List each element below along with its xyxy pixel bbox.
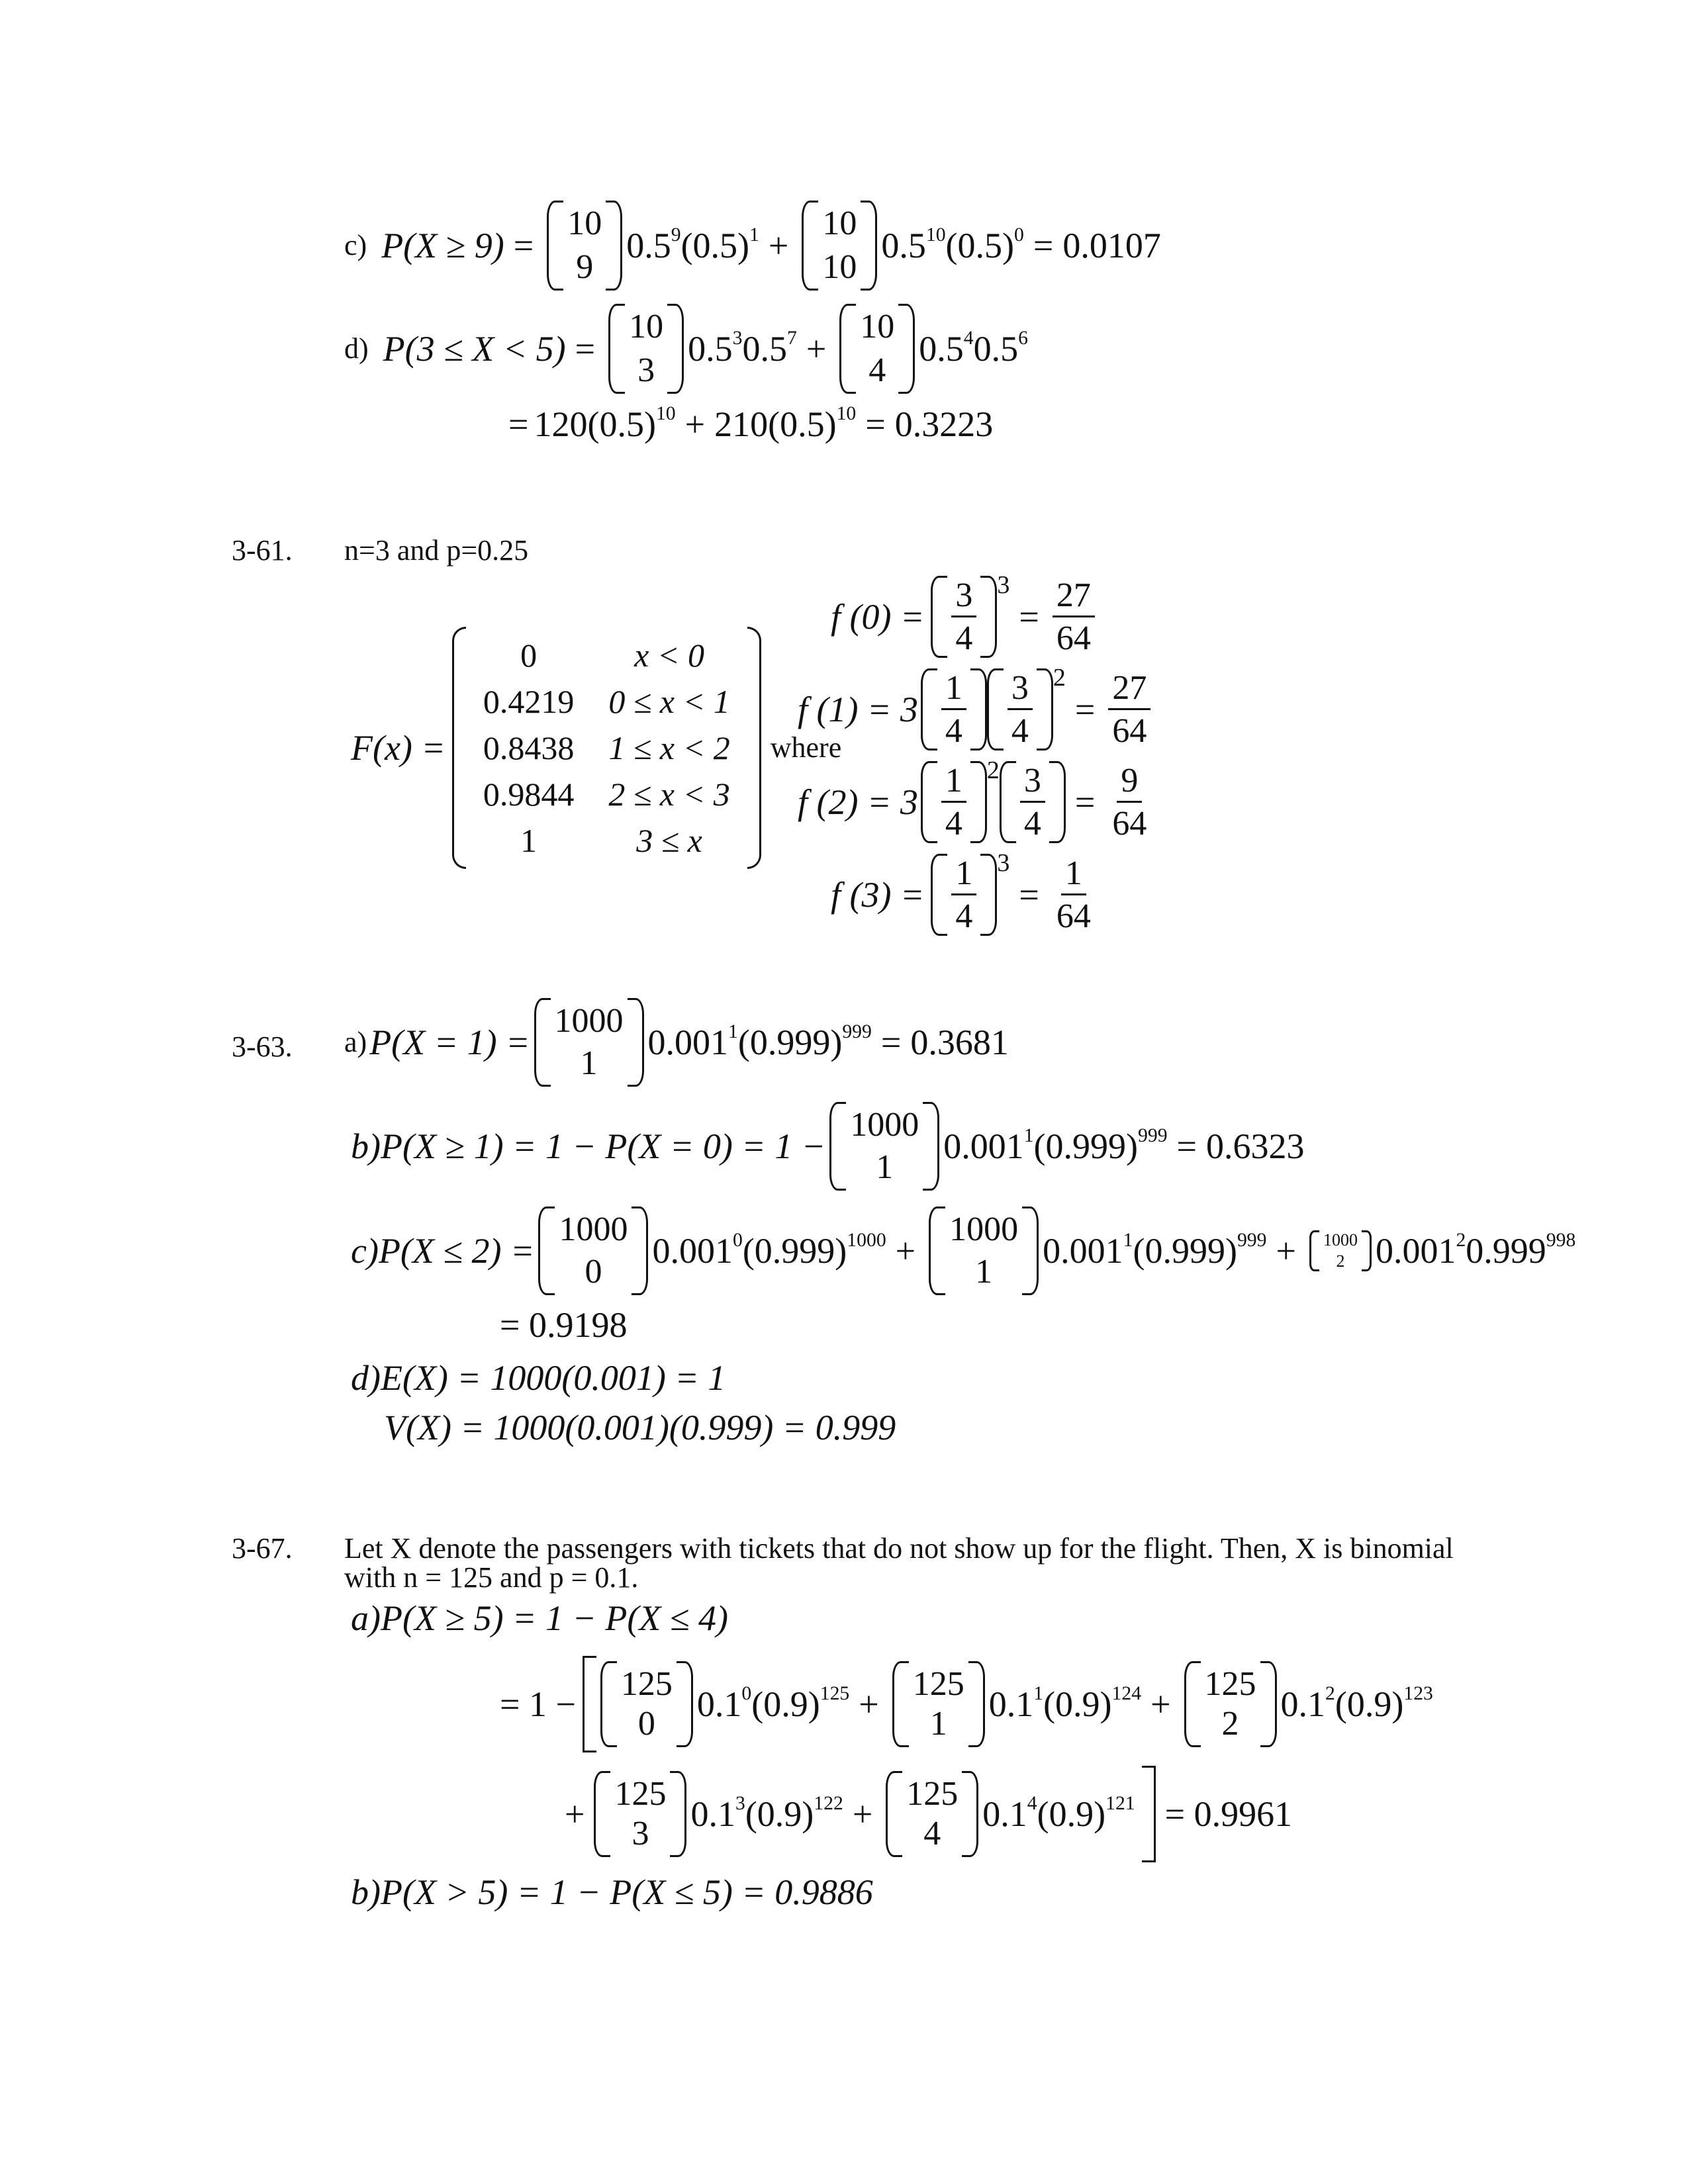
- cdf-range: 2 ≤ x < 3: [608, 776, 730, 813]
- where-text: where: [770, 731, 842, 764]
- eq-63c-result: = 0.9198: [500, 1305, 628, 1345]
- eq-67a-line1: a)P(X ≥ 5) = 1 − P(X ≤ 4): [351, 1598, 729, 1638]
- binom-stack: 125 2: [1204, 1665, 1256, 1743]
- problem-number-3-67: 3-67.: [232, 1532, 293, 1565]
- table-row: [466, 771, 747, 817]
- brace-left: [452, 627, 466, 869]
- paren-right: [1037, 668, 1053, 751]
- binom-1000-0: [538, 1206, 648, 1295]
- paren-right: [1260, 1661, 1277, 1747]
- term-power: $0.001^1(0.999)^{999}$: [943, 1124, 1168, 1166]
- paren-left: [1309, 1230, 1319, 1271]
- problem-3-67-intro-line2: with n = 125 and p = 0.1.: [344, 1561, 639, 1594]
- fraction: $\frac{27}{64}$: [1053, 578, 1095, 656]
- cdf-range: 0 ≤ x < 1: [608, 683, 730, 720]
- paren-left: [921, 761, 937, 843]
- paren-left: [1000, 761, 1016, 843]
- paren-right: [677, 1661, 693, 1747]
- term-power: $0.1^2(0.9)^{123}$: [1280, 1682, 1433, 1724]
- fraction: $\frac{1}{4}$: [951, 856, 976, 934]
- term-power: $0.001^1(0.999)^{999}$: [1043, 1229, 1267, 1271]
- binom-1000-2-small: [1309, 1230, 1372, 1271]
- cdf-range: x < 0: [634, 637, 705, 674]
- binom-stack: [818, 206, 861, 285]
- eq-c-lhs: P(X ≥ 9): [381, 226, 504, 265]
- brace-right: [747, 627, 761, 869]
- exponent: 2: [986, 756, 1000, 784]
- fraction: $\frac{27}{64}$: [1108, 671, 1150, 749]
- equals-sign: =: [1019, 597, 1039, 637]
- paren-right: [923, 1102, 939, 1191]
- cdf-table: [466, 632, 747, 864]
- part-label-d: d): [344, 332, 369, 365]
- binom-10-10: [802, 201, 877, 291]
- plus-sign: +: [565, 1794, 585, 1834]
- binom-bottom: 4: [868, 351, 886, 389]
- fraction: $\frac{3}{4}$: [1020, 764, 1045, 841]
- eq-63a: [344, 996, 1009, 1089]
- fraction: $\frac{1}{4}$: [941, 764, 966, 841]
- equals-sign: =: [1074, 690, 1096, 729]
- equals-sign: =: [1176, 1126, 1197, 1166]
- eq-63a-lhs: P(X = 1) =: [369, 1023, 530, 1062]
- plus-sign: +: [859, 1684, 879, 1724]
- table-row: [466, 817, 747, 864]
- paren-left: [929, 1206, 945, 1295]
- paren-left: [886, 1771, 902, 1857]
- binom-stack: [625, 310, 667, 388]
- eq-63b-lhs: b)P(X ≥ 1) = 1 − P(X = 0) = 1 −: [351, 1126, 826, 1166]
- fraction: $\frac{1}{64}$: [1056, 854, 1091, 935]
- cdf-value: 0.8438: [483, 729, 575, 766]
- binom-125-4: [886, 1771, 978, 1857]
- binom-stack: 1000 1: [850, 1106, 919, 1186]
- plus-sign: +: [852, 1794, 873, 1834]
- problem-3-67-intro-line1: Let X denote the passengers with tickets that do not show up for the flight. Then, X is binomial: [344, 1532, 1454, 1565]
- binom-1000-1: [829, 1102, 939, 1191]
- pmf-lhs: f (1) = 3: [798, 690, 918, 729]
- binom-125-3: [594, 1771, 686, 1857]
- eq-d-lhs: P(3 ≤ X < 5): [383, 329, 566, 369]
- binom-125-2: [1184, 1661, 1277, 1747]
- eq-c-result: 0.0107: [1062, 226, 1161, 265]
- bracket-right: [1142, 1766, 1156, 1862]
- cdf-value: 0.4219: [483, 683, 575, 720]
- binom-125-0: [600, 1661, 693, 1747]
- eq-67a-line2: [500, 1655, 1433, 1754]
- term-power: $120(0.5)^{10}$: [534, 402, 676, 444]
- term-power: $0.5^30.5^7$: [688, 327, 797, 369]
- term-power: $0.5^40.5^6$: [919, 327, 1028, 369]
- paren-left: [931, 576, 947, 658]
- fraction: $\frac{3}{4}$: [951, 578, 976, 656]
- paren-right: [962, 1771, 978, 1857]
- eq-d-result: 0.3223: [894, 404, 994, 444]
- eq-d-line2: [503, 401, 993, 447]
- binom-stack: 1000 0: [559, 1210, 628, 1291]
- binom-stack: 1000 1: [949, 1210, 1019, 1291]
- binom-stack: 125 4: [906, 1775, 959, 1852]
- eq-d-binomial: [344, 299, 1028, 398]
- pmf-f3: [831, 848, 1099, 941]
- paren-left: [547, 201, 563, 291]
- term-power: $0.1^1(0.9)^{124}$: [988, 1682, 1142, 1724]
- binom-10-4: [839, 304, 915, 394]
- term-power: 0.001$^2$0.999$^{998}$: [1375, 1229, 1576, 1271]
- paren-right: [632, 1206, 648, 1295]
- binom-bottom: 9: [576, 248, 594, 286]
- eq-63b: [351, 1100, 1305, 1193]
- plus-sign: +: [768, 226, 789, 265]
- pmf-f2: [798, 756, 1154, 848]
- fraction: $\frac{9}{64}$: [1112, 761, 1147, 842]
- paren-left: [594, 1771, 610, 1857]
- term-power: $0.001^1(0.999)^{999}$: [647, 1021, 872, 1062]
- binom-125-1: [892, 1661, 985, 1747]
- table-row: [466, 725, 747, 771]
- binom-10-3: [608, 304, 684, 394]
- cdf-value: 1: [520, 822, 538, 859]
- bracket-left: [583, 1656, 596, 1752]
- table-row: [466, 678, 747, 725]
- fraction: $\frac{1}{4}$: [941, 671, 966, 749]
- paren-right: [898, 304, 915, 394]
- binom-top: 10: [567, 205, 602, 242]
- equals-sign: =: [508, 404, 529, 444]
- problem-number-3-63: 3-63.: [232, 1030, 293, 1063]
- plus-sign: +: [684, 404, 706, 444]
- eq-63a-result: 0.3681: [910, 1023, 1009, 1062]
- binom-10-9: [547, 201, 622, 291]
- paren-left: [839, 304, 856, 394]
- paren-right: [970, 761, 987, 843]
- pmf-lhs: f (0) =: [831, 597, 925, 637]
- binom-stack: 125 1: [912, 1665, 964, 1743]
- eq-67a-line3: [559, 1764, 1292, 1864]
- paren-left: [921, 668, 937, 751]
- part-label-a: a): [344, 1026, 367, 1058]
- term-power: $0.5^{10}$: [881, 224, 946, 265]
- binom-stack: 1000 1: [554, 1002, 624, 1082]
- paren-left: [987, 668, 1004, 751]
- paren-left: [534, 998, 551, 1087]
- cdf-range: 3 ≤ x: [636, 822, 702, 859]
- paren-right: [606, 201, 622, 291]
- paren-left: [931, 854, 947, 936]
- problem-3-61-intro: n=3 and p=0.25: [344, 534, 529, 567]
- equals-sign: =: [1033, 226, 1054, 265]
- equals-sign: =: [880, 1023, 902, 1062]
- exponent: 2: [1053, 664, 1066, 692]
- eq-63d-mean: d)E(X) = 1000(0.001) = 1: [351, 1358, 726, 1398]
- binom-bottom: 10: [822, 248, 857, 286]
- binom-1000-1: [534, 998, 644, 1087]
- binom-top: 10: [629, 308, 664, 345]
- term-power: $(0.5)^1$: [680, 224, 759, 265]
- plus-sign: +: [806, 329, 827, 369]
- binom-bottom: 3: [637, 351, 655, 389]
- binom-stack: 1000 2: [1323, 1230, 1358, 1271]
- problem-number-3-61: 3-61.: [232, 534, 293, 567]
- binom-1000-1: [929, 1206, 1039, 1295]
- binom-stack: 125 0: [620, 1665, 673, 1743]
- binom-stack: 125 3: [614, 1775, 667, 1852]
- exponent: 3: [997, 571, 1010, 599]
- plus-sign: +: [1150, 1684, 1171, 1724]
- paren-right: [861, 201, 877, 291]
- paren-right: [1049, 761, 1066, 843]
- term-power: $0.001^0(0.999)^{1000}$: [652, 1229, 886, 1271]
- paren-right: [970, 668, 987, 751]
- term-power: $0.1^3(0.9)^{122}$: [690, 1792, 843, 1834]
- term-power: $0.1^4(0.9)^{121}$: [982, 1792, 1135, 1834]
- eq-63c: [351, 1205, 1575, 1297]
- cdf-range: 1 ≤ x < 2: [608, 729, 730, 766]
- term-power: $(0.5)^0$: [945, 224, 1024, 265]
- equals-sign: =: [513, 226, 534, 265]
- eq-67a-result: = 0.9961: [1164, 1794, 1293, 1834]
- pmf-f1: [798, 663, 1154, 756]
- cdf-lhs: F(x) =: [351, 728, 445, 768]
- eq-67b: b)P(X > 5) = 1 − P(X ≤ 5) = 0.9886: [351, 1872, 873, 1912]
- term-power: $0.5^9$: [626, 224, 681, 265]
- plus-sign: +: [1276, 1231, 1296, 1271]
- paren-left: [608, 304, 625, 394]
- term-power: $210(0.5)^{10}$: [714, 402, 857, 444]
- paren-left: [802, 201, 818, 291]
- plus-sign: +: [895, 1231, 916, 1271]
- eq-63d-variance: V(X) = 1000(0.001)(0.999) = 0.999: [384, 1408, 896, 1447]
- equals-sign: =: [1019, 875, 1039, 915]
- paren-right: [1022, 1206, 1039, 1295]
- paren-left: [538, 1206, 555, 1295]
- paren-left: [829, 1102, 846, 1191]
- binom-top: 10: [822, 205, 857, 242]
- paren-left: [600, 1661, 617, 1747]
- binom-stack: [563, 206, 606, 285]
- eq-63c-lhs: c)P(X ≤ 2) =: [351, 1231, 535, 1271]
- paren-right: [667, 304, 684, 394]
- paren-left: [1184, 1661, 1201, 1747]
- paren-right: [1362, 1230, 1372, 1271]
- exponent: 3: [997, 849, 1010, 877]
- paren-right: [980, 576, 997, 658]
- equals-sign: =: [575, 329, 596, 369]
- fraction: $\frac{3}{4}$: [1008, 671, 1033, 749]
- paren-right: [968, 1661, 985, 1747]
- binom-top: 10: [860, 308, 895, 345]
- paren-right: [980, 854, 997, 936]
- paren-left: [892, 1661, 909, 1747]
- eq-63b-result: 0.6323: [1206, 1126, 1305, 1166]
- cdf-value: 0.9844: [483, 776, 575, 813]
- pmf-lhs: f (3) =: [831, 875, 925, 915]
- eq-67a-prefix: = 1 −: [500, 1684, 576, 1724]
- paren-right: [628, 998, 644, 1087]
- term-power: $0.1^0(0.9)^{125}$: [696, 1682, 850, 1724]
- binom-stack: [856, 310, 898, 388]
- equals-sign: =: [1074, 782, 1096, 822]
- cdf-value: 0: [520, 637, 538, 674]
- table-row: [466, 632, 747, 678]
- cdf-definition: [351, 625, 841, 870]
- equals-sign: =: [865, 404, 886, 444]
- paren-right: [670, 1771, 686, 1857]
- pmf-lhs: f (2) = 3: [798, 782, 918, 822]
- part-label-c: c): [344, 229, 367, 261]
- eq-c-binomial: [344, 196, 1161, 295]
- pmf-f0: [831, 570, 1099, 663]
